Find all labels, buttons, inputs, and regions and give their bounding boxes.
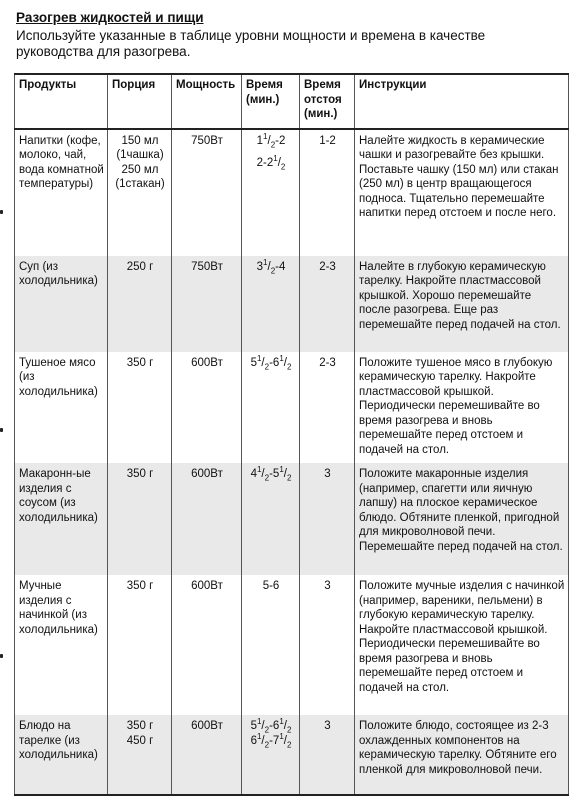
column-header: Время отстоя (мин.)	[300, 74, 355, 129]
portion-cell: 350 г	[108, 575, 172, 715]
standing-time-cell: 3	[300, 463, 355, 575]
time-cell: $1^1/_2-2$ $2-2^1/_2$	[242, 129, 300, 256]
instructions-cell: Налейте жидкость в керамические чашки и разогревайте без крышки. Поставьте чашку (150 мл) или стакан (250 мл) в центр вращающегося подноса. Тщательно перемешайте напитки перед отстоем и после него.	[355, 129, 569, 256]
standing-time-cell: 1-2	[300, 129, 355, 256]
table-header-row	[15, 74, 569, 129]
power-cell: 600Вт	[172, 463, 242, 575]
column-header: Время (мин.)	[242, 74, 300, 129]
table-row	[15, 256, 569, 352]
power-cell: 600Вт	[172, 715, 242, 795]
standing-time-cell: 3	[300, 575, 355, 715]
time-cell: $5^1/_2-6^1/_2$ $6^1/_2-7^1/_2$	[242, 715, 300, 795]
intro-text: Используйте указанные в таблице уровни мощности и времена в качестве руководства для разогрева.	[16, 28, 486, 59]
table-row	[15, 575, 569, 715]
time-cell: $5^1/_2-6^1/_2$	[242, 352, 300, 464]
power-cell: 600Вт	[172, 352, 242, 464]
reheating-table	[14, 73, 569, 796]
table-row	[15, 715, 569, 795]
instructions-cell: Налейте в глубокую керамическую тарелку. Накройте пластмассовой крышкой. Хорошо перемешайте после разогрева. Еще раз перемешайте перед подачей на стол.	[355, 256, 569, 352]
column-header: Порция	[108, 74, 172, 129]
portion-cell: 250 г	[108, 256, 172, 352]
column-header: Мощность	[172, 74, 242, 129]
portion-cell: 350 г	[108, 352, 172, 464]
power-cell: 600Вт	[172, 575, 242, 715]
binder-mark	[0, 210, 3, 214]
table-row	[15, 463, 569, 575]
column-header: Инструкции	[355, 74, 569, 129]
standing-time-cell: 3	[300, 715, 355, 795]
column-header: Продукты	[15, 74, 108, 129]
instructions-cell: Положите макаронные изделия (например, спагетти или яичную лапшу) на плоское керамическое блюдо. Обтяните пленкой, пригодной для микроволновой печи. Перемешайте перед подачей на стол.	[355, 463, 569, 575]
portion-cell: 150 мл (1чашка) 250 мл (1стакан)	[108, 129, 172, 256]
product-cell: Макаронн-ые изделия с соусом (из холодильника)	[15, 463, 108, 575]
time-cell: 5-6	[242, 575, 300, 715]
portion-cell: 350 г	[108, 463, 172, 575]
time-cell: $4^1/_2-5^1/_2$	[242, 463, 300, 575]
product-cell: Блюдо на тарелке (из холодильника)	[15, 715, 108, 795]
standing-time-cell: 2-3	[300, 352, 355, 464]
section-heading: Разогрев жидкостей и пищи	[16, 10, 204, 25]
instructions-cell: Положите блюдо, состоящее из 2-3 охлажденных компонентов на керамическую тарелку. Обтяните его пленкой для микроволновой печи.	[355, 715, 569, 795]
product-cell: Тушеное мясо (из холодильника)	[15, 352, 108, 464]
power-cell: 750Вт	[172, 256, 242, 352]
power-cell: 750Вт	[172, 129, 242, 256]
table-row	[15, 129, 569, 256]
binder-mark	[0, 428, 3, 432]
time-cell: $3^1/_2-4$	[242, 256, 300, 352]
binder-mark	[0, 654, 3, 658]
product-cell: Мучные изделия с начинкой (из холодильника)	[15, 575, 108, 715]
product-cell: Напитки (кофе, молоко, чай, вода комнатной температуры)	[15, 129, 108, 256]
portion-cell: 350 г 450 г	[108, 715, 172, 795]
product-cell: Суп (из холодильника)	[15, 256, 108, 352]
table-row	[15, 352, 569, 464]
standing-time-cell: 2-3	[300, 256, 355, 352]
instructions-cell: Положите мучные изделия с начинкой (например, вареники, пельмени) в глубокую керамическую тарелку. Накройте пластмассовой крышкой. Периодически перемешивайте во время разогрева и вновь перемешайте перед отстоем и подачей на стол.	[355, 575, 569, 715]
instructions-cell: Положите тушеное мясо в глубокую керамическую тарелку. Накройте пластмассовой крышкой. Периодически перемешивайте во время разогрева и вновь перемешайте перед отстоем и подачей на стол.	[355, 352, 569, 464]
